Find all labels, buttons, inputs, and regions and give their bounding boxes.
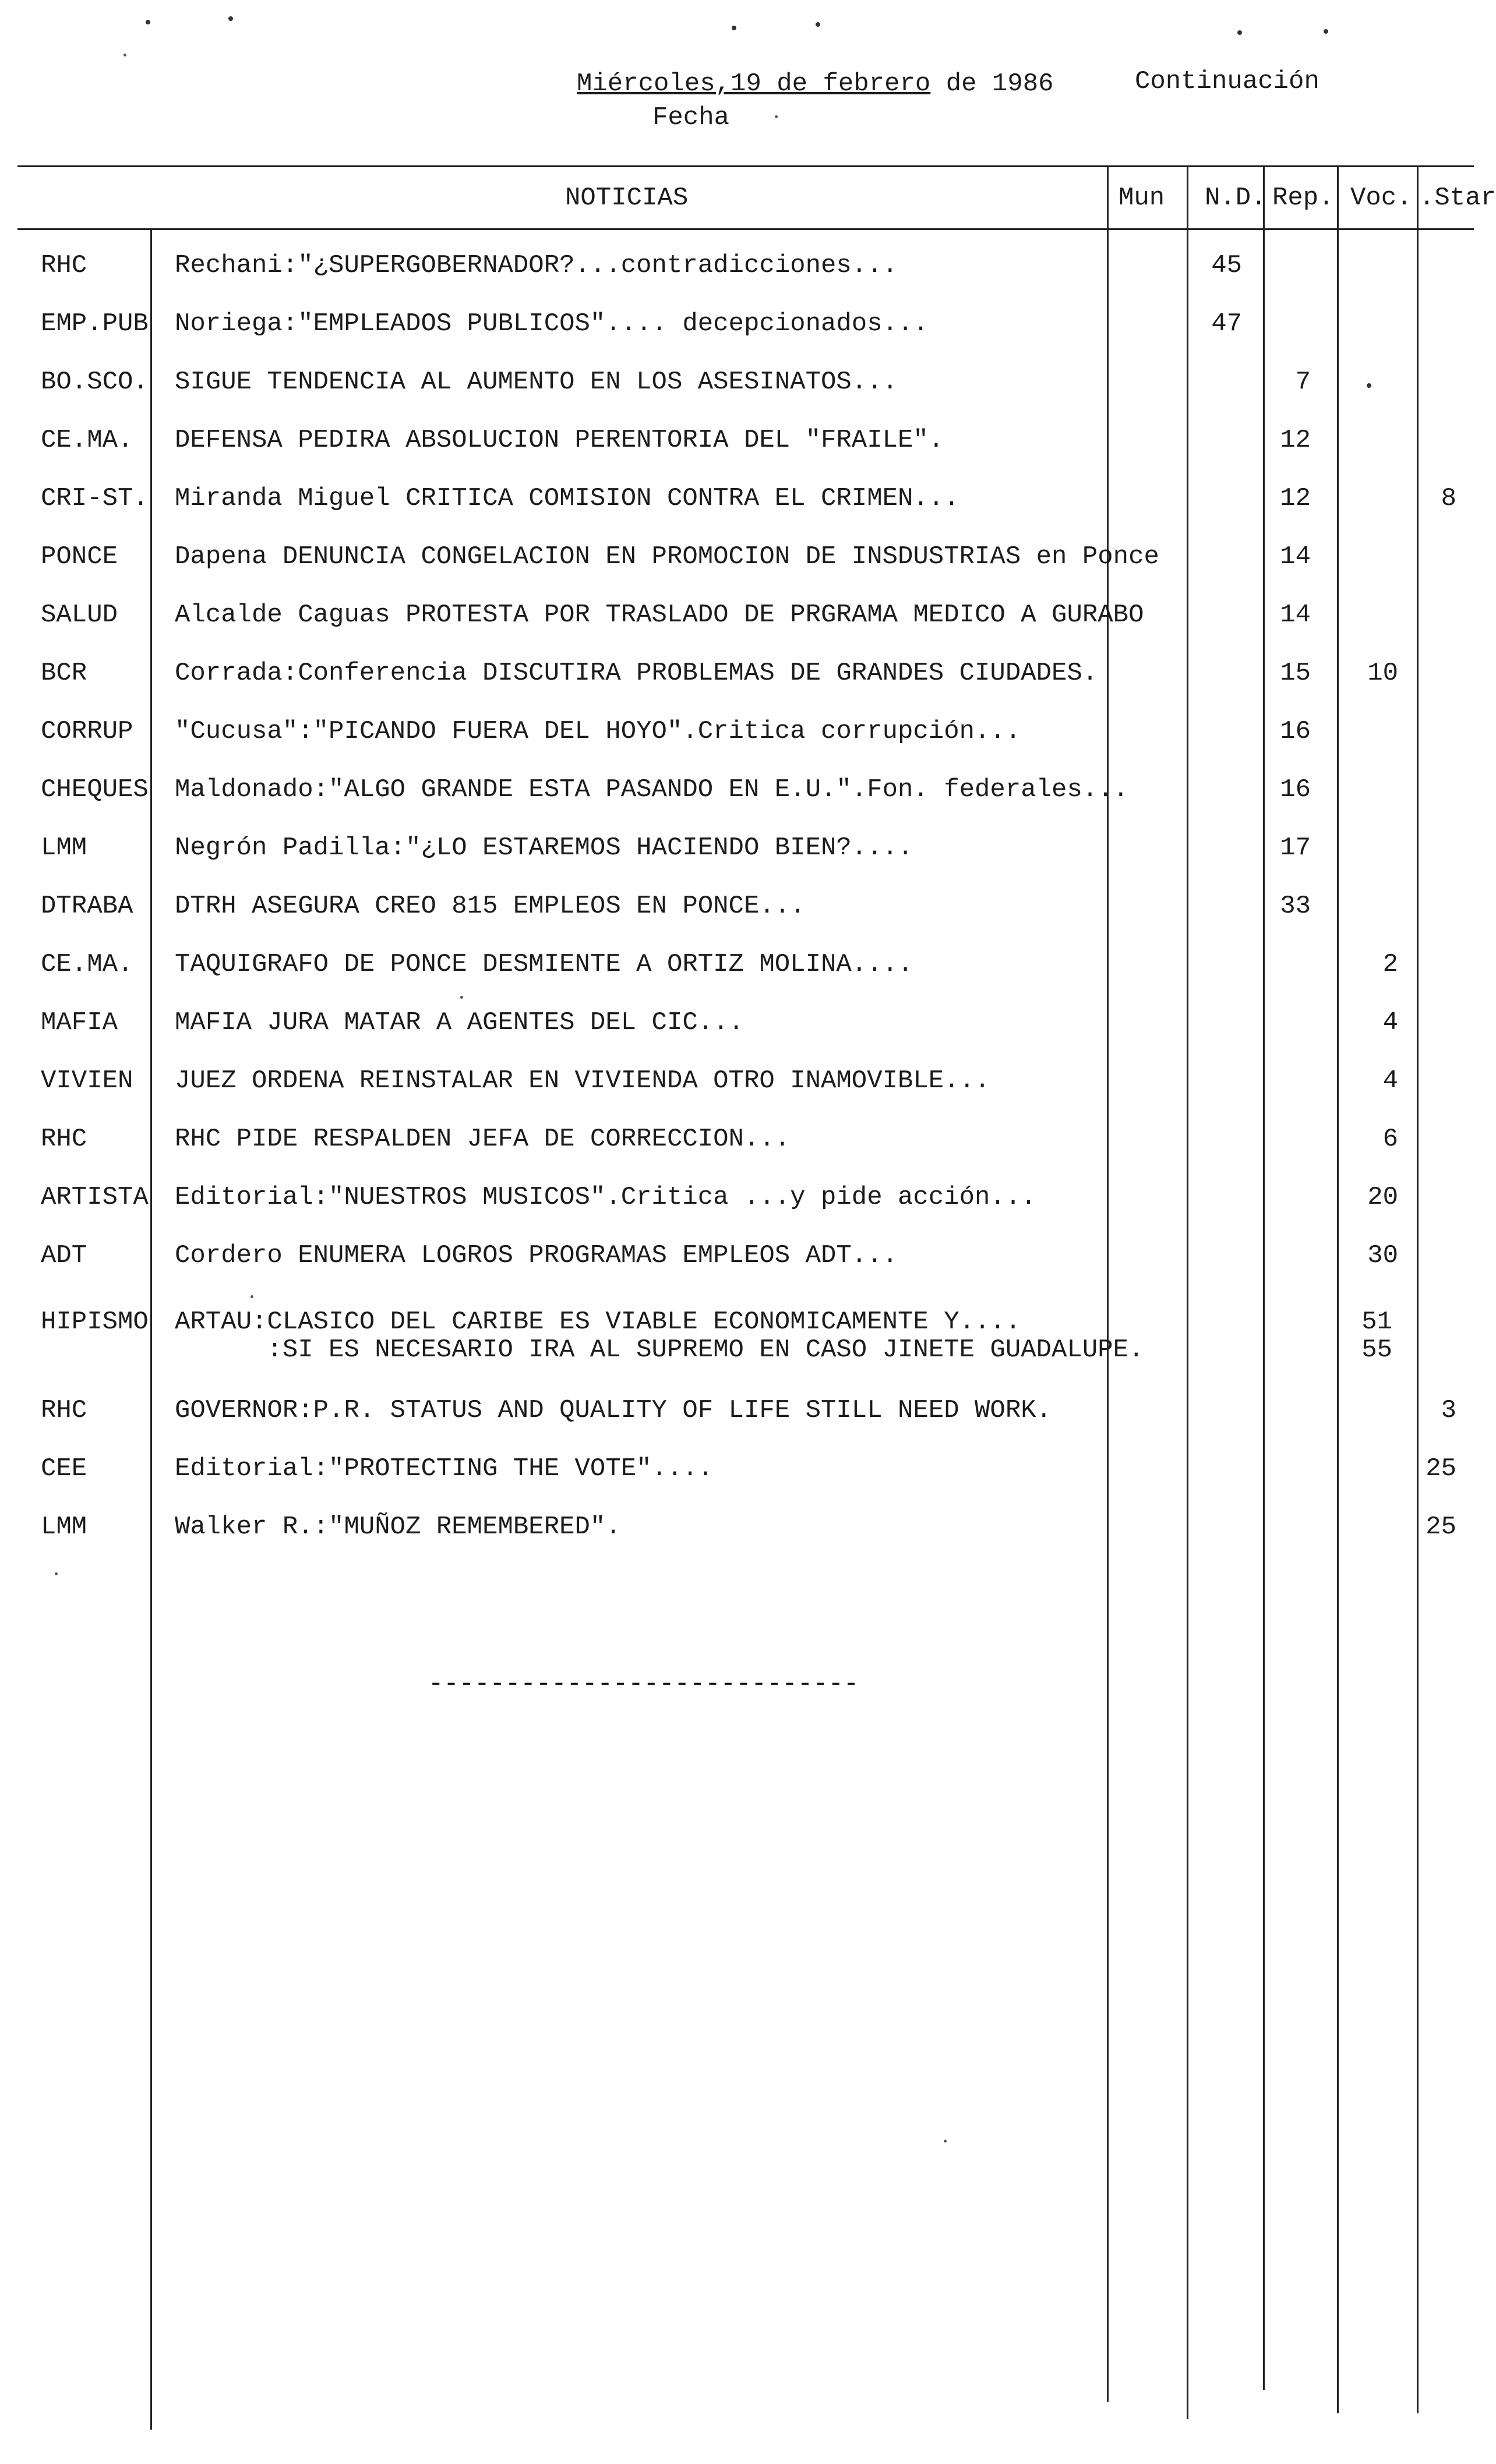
headline: Corrada:Conferencia DISCUTIRA PROBLEMAS DE GRANDES CIUDADES. bbox=[175, 659, 1098, 688]
voc-page: 20 bbox=[1367, 1183, 1398, 1212]
scan-speck bbox=[1237, 30, 1242, 35]
section-code: EMP.PUB bbox=[41, 309, 149, 338]
column-header-nd: N.D. bbox=[1205, 183, 1266, 213]
headline: GOVERNOR:P.R. STATUS AND QUALITY OF LIFE STILL NEED WORK. bbox=[175, 1396, 1052, 1425]
headline: RHC PIDE RESPALDEN JEFA DE CORRECCION... bbox=[175, 1125, 791, 1154]
headline: Editorial:"PROTECTING THE VOTE".... bbox=[175, 1454, 714, 1483]
scan-speck bbox=[1324, 29, 1328, 34]
section-code: MAFIA bbox=[41, 1008, 118, 1037]
column-divider-code bbox=[150, 228, 152, 2430]
headline: Noriega:"EMPLEADOS PUBLICOS".... decepcionados... bbox=[175, 309, 929, 338]
section-code: CHEQUES bbox=[41, 775, 149, 804]
star-page: 25 bbox=[1426, 1512, 1456, 1542]
headline: DEFENSA PEDIRA ABSOLUCION PERENTORIA DEL "FRAILE". bbox=[175, 426, 944, 455]
section-code: ADT bbox=[41, 1241, 87, 1270]
scan-speck bbox=[732, 26, 736, 30]
voc-page: 4 bbox=[1382, 1066, 1398, 1095]
section-code: ARTISTA bbox=[41, 1183, 149, 1212]
voc-page: 2 bbox=[1382, 950, 1398, 979]
scan-speck bbox=[1367, 383, 1371, 388]
section-code: RHC bbox=[41, 1125, 87, 1154]
table-header-rule bbox=[17, 228, 1474, 230]
section-code: CORRUP bbox=[41, 717, 133, 746]
scan-speck bbox=[228, 16, 233, 21]
rep-page: 14 bbox=[1280, 600, 1311, 630]
scan-speck bbox=[250, 1295, 253, 1298]
nd-page: 45 bbox=[1211, 251, 1242, 280]
headline: Dapena DENUNCIA CONGELACION EN PROMOCION DE INSDUSTRIAS en Ponce bbox=[175, 542, 1159, 571]
rep-page: 12 bbox=[1280, 426, 1311, 455]
section-code: HIPISMO bbox=[41, 1307, 149, 1337]
column-header-voc: Voc. bbox=[1350, 183, 1412, 213]
headline: MAFIA JURA MATAR A AGENTES DEL CIC... bbox=[175, 1008, 744, 1037]
section-code: CE.MA. bbox=[41, 950, 133, 979]
rep-page: 15 bbox=[1280, 659, 1311, 688]
column-divider-rep bbox=[1337, 165, 1339, 2413]
section-code: LMM bbox=[41, 833, 87, 862]
section-code: BO.SCO. bbox=[41, 367, 149, 397]
section-code: DTRABA bbox=[41, 892, 133, 921]
footer-separator: ---------------------------- bbox=[428, 1670, 859, 1699]
voc-page: 55 bbox=[1361, 1335, 1392, 1364]
headline: ARTAU:CLASICO DEL CARIBE ES VIABLE ECONOMICAMENTE Y.... bbox=[175, 1307, 1021, 1337]
continuation-label: Continuación bbox=[1135, 67, 1319, 96]
headline: JUEZ ORDENA REINSTALAR EN VIVIENDA OTRO INAMOVIBLE... bbox=[175, 1066, 990, 1095]
section-code: LMM bbox=[41, 1512, 87, 1542]
headline: "Cucusa":"PICANDO FUERA DEL HOYO".Critica corrupción... bbox=[175, 717, 1021, 746]
voc-page: 10 bbox=[1367, 659, 1398, 688]
scan-speck bbox=[775, 115, 778, 118]
fecha-label: Fecha bbox=[652, 103, 730, 132]
column-header-mun: Mun bbox=[1119, 183, 1165, 213]
scan-speck bbox=[944, 2140, 947, 2143]
headline: TAQUIGRAFO DE PONCE DESMIENTE A ORTIZ MOLINA.... bbox=[175, 950, 913, 979]
section-code: RHC bbox=[41, 251, 87, 280]
rep-page: 33 bbox=[1280, 892, 1311, 921]
section-code: CEE bbox=[41, 1454, 87, 1483]
rep-page: 14 bbox=[1280, 542, 1311, 571]
nd-page: 47 bbox=[1211, 309, 1242, 338]
column-header-rep: Rep. bbox=[1272, 183, 1334, 213]
column-header-noticias: NOTICIAS bbox=[565, 183, 689, 213]
headline-continuation: :SI ES NECESARIO IRA AL SUPREMO EN CASO JINETE GUADALUPE. bbox=[175, 1335, 1144, 1364]
headline: Editorial:"NUESTROS MUSICOS".Critica ...y pide acción... bbox=[175, 1183, 1036, 1212]
star-page: 25 bbox=[1426, 1454, 1456, 1483]
scan-speck bbox=[55, 1572, 58, 1575]
headline: Maldonado:"ALGO GRANDE ESTA PASANDO EN E.U.".Fon. federales... bbox=[175, 775, 1129, 804]
year-text: de 1986 bbox=[930, 69, 1054, 98]
headline: Miranda Miguel CRITICA COMISION CONTRA EL CRIMEN... bbox=[175, 484, 959, 513]
column-header-star: .Star bbox=[1419, 183, 1496, 213]
rep-page: 16 bbox=[1280, 775, 1311, 804]
headline: Walker R.:"MUÑOZ REMEMBERED". bbox=[175, 1512, 621, 1542]
section-code: CE.MA. bbox=[41, 426, 133, 455]
scan-speck bbox=[816, 22, 820, 27]
headline: Rechani:"¿SUPERGOBERNADOR?...contradicciones... bbox=[175, 251, 898, 280]
headline: Alcalde Caguas PROTESTA POR TRASLADO DE PRGRAMA MEDICO A GURABO bbox=[175, 600, 1144, 630]
section-code: SALUD bbox=[41, 600, 118, 630]
scan-speck bbox=[124, 54, 126, 56]
rep-page: 12 bbox=[1280, 484, 1311, 513]
scan-speck bbox=[460, 996, 463, 999]
headline: Cordero ENUMERA LOGROS PROGRAMAS EMPLEOS ADT... bbox=[175, 1241, 898, 1270]
section-code: PONCE bbox=[41, 542, 118, 571]
section-code: CRI-ST. bbox=[41, 484, 149, 513]
headline: SIGUE TENDENCIA AL AUMENTO EN LOS ASESINATOS... bbox=[175, 367, 898, 397]
page-date bbox=[577, 71, 1054, 97]
section-code: VIVIEN bbox=[41, 1066, 133, 1095]
column-divider-voc bbox=[1417, 165, 1419, 2413]
section-code: BCR bbox=[41, 659, 87, 688]
voc-page: 4 bbox=[1382, 1008, 1398, 1037]
rep-page: 7 bbox=[1295, 367, 1311, 397]
headline: Negrón Padilla:"¿LO ESTAREMOS HACIENDO BIEN?.... bbox=[175, 833, 913, 862]
scan-speck bbox=[146, 20, 150, 24]
voc-page: 51 bbox=[1361, 1307, 1392, 1337]
date-text: Miércoles,19 de febrero bbox=[577, 69, 931, 98]
star-page: 8 bbox=[1441, 484, 1456, 513]
table-top-rule bbox=[17, 165, 1474, 167]
column-divider-nd bbox=[1263, 165, 1265, 2390]
rep-page: 16 bbox=[1280, 717, 1311, 746]
voc-page: 30 bbox=[1367, 1241, 1398, 1270]
section-code: RHC bbox=[41, 1396, 87, 1425]
star-page: 3 bbox=[1441, 1396, 1456, 1425]
column-divider-mun bbox=[1187, 165, 1188, 2419]
headline: DTRH ASEGURA CREO 815 EMPLEOS EN PONCE... bbox=[175, 892, 806, 921]
rep-page: 17 bbox=[1280, 833, 1311, 862]
voc-page: 6 bbox=[1382, 1125, 1398, 1154]
column-divider-noticias bbox=[1107, 165, 1109, 2402]
